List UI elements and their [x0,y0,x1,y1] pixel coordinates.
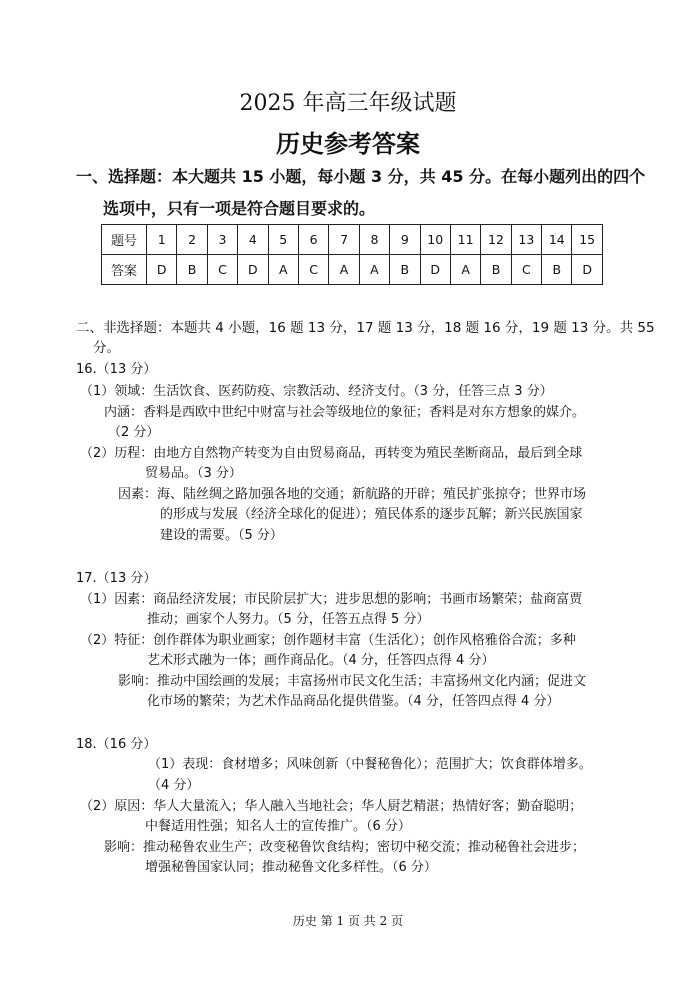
q17-line: （2）特征：创作群体为职业画家；创作题材丰富（生活化）；创作风格雅俗合流；多种 [80,633,576,648]
answer-cell: C [207,255,237,285]
q18-line: （1）表现：食材增多；风味创新（中餐秘鲁化）；范围扩大；饮食群体增多。 [148,757,592,772]
q16-line: （1）领域：生活饮食、医药防疫、宗教活动、经济支付。（3 分，任答三点 3 分） [80,384,553,399]
answer-cell: B [481,255,511,285]
answer-cell: A [359,255,389,285]
section2-heading: 二、非选择题：本题共 4 小题，16 题 13 分，17 题 13 分，18 题 16 分，19 题 13 分。共 55 [76,320,655,336]
answer-cell: B [542,255,572,285]
question-number: 2 [177,225,207,255]
question-number: 11 [450,225,480,255]
q17-heading: 17.（13 分） [76,571,157,586]
q17-line: 化市场的繁荣；为艺术作品商品化提供借鉴。（4 分，任答四点得 4 分） [147,694,560,709]
section1-heading-cont: 选项中，只有一项是符合题目要求的。 [103,199,376,218]
question-number: 13 [511,225,541,255]
row-label-question: 题号 [102,225,147,255]
q18-line: 影响：推动秘鲁农业生产；改变秘鲁饮食结构；密切中秘交流；推动秘鲁社会进步； [104,840,586,855]
q16-line: （2）历程：由地方自然物产转变为自由贸易商品，再转变为殖民垄断商品，最后到全球 [80,446,583,461]
q16-line: 因素：海、陆丝绸之路加强各地的交通；新航路的开辟；殖民扩张掠夺；世界市场 [118,487,587,502]
question-number: 14 [542,225,572,255]
q17-line: 推动；画家个人努力。（5 分，任答五点得 5 分） [147,612,430,627]
q16-line: 建设的需要。（5 分） [160,528,283,543]
page-title: 2025 年高三年级试题 [239,91,457,116]
answer-cell: C [511,255,541,285]
q17-line: 艺术形式融为一体；画作商品化。（4 分，任答四点得 4 分） [147,653,495,668]
answer-cell: A [268,255,298,285]
question-number: 3 [207,225,237,255]
answer-cell: D [572,255,602,285]
q16-heading: 16.（13 分） [76,362,157,377]
q17-line: （1）因素：商品经济发展；市民阶层扩大；进步思想的影响；书画市场繁荣；盐商富贾 [80,592,583,607]
question-number: 12 [481,225,511,255]
row-label-answer: 答案 [102,255,147,285]
question-number: 10 [420,225,450,255]
section2-heading-cont: 分。 [93,340,120,356]
q18-line: （4 分） [148,778,200,793]
page-subtitle: 历史参考答案 [276,129,420,158]
question-number-row [102,225,603,255]
q16-line: 的形成与发展（经济全球化的促进）；殖民体系的逐步瓦解；新兴民族国家 [160,507,583,522]
q18-line: （2）原因：华人大量流入；华人融入当地社会；华人厨艺精湛；热情好客；勤奋聪明； [80,799,583,814]
question-number: 9 [390,225,420,255]
answer-row [102,255,603,285]
q16-line: （2 分） [108,425,160,440]
section1-heading: 一、选择题：本大题共 15 小题，每小题 3 分，共 45 分。在每小题列出的四个 [76,167,646,186]
question-number: 8 [359,225,389,255]
question-number: 5 [268,225,298,255]
question-number: 6 [298,225,328,255]
question-number: 4 [238,225,268,255]
q18-line: 中餐适用性强；知名人士的宣传推广。（6 分） [145,819,411,834]
q17-line: 影响：推动中国绘画的发展；丰富扬州市民文化生活；丰富扬州文化内涵；促进文 [118,674,587,689]
question-number: 1 [147,225,177,255]
question-number: 7 [329,225,359,255]
answer-cell: A [329,255,359,285]
answer-cell: B [177,255,207,285]
answer-cell: D [238,255,268,285]
q16-line: 内涵：香料是西欧中世纪中财富与社会等级地位的象征；香料是对东方想象的媒介。 [104,405,586,420]
question-number: 15 [572,225,602,255]
q18-heading: 18.（16 分） [76,737,157,752]
answer-cell: B [390,255,420,285]
answer-table [101,224,603,285]
answer-cell: C [298,255,328,285]
page-footer: 历史 第 1 页 共 2 页 [292,914,404,928]
answer-cell: A [450,255,480,285]
answer-cell: D [420,255,450,285]
q18-line: 增强秘鲁国家认同；推动秘鲁文化多样性。（6 分） [145,860,437,875]
answer-cell: D [147,255,177,285]
q16-line: 贸易品。（3 分） [145,466,242,481]
